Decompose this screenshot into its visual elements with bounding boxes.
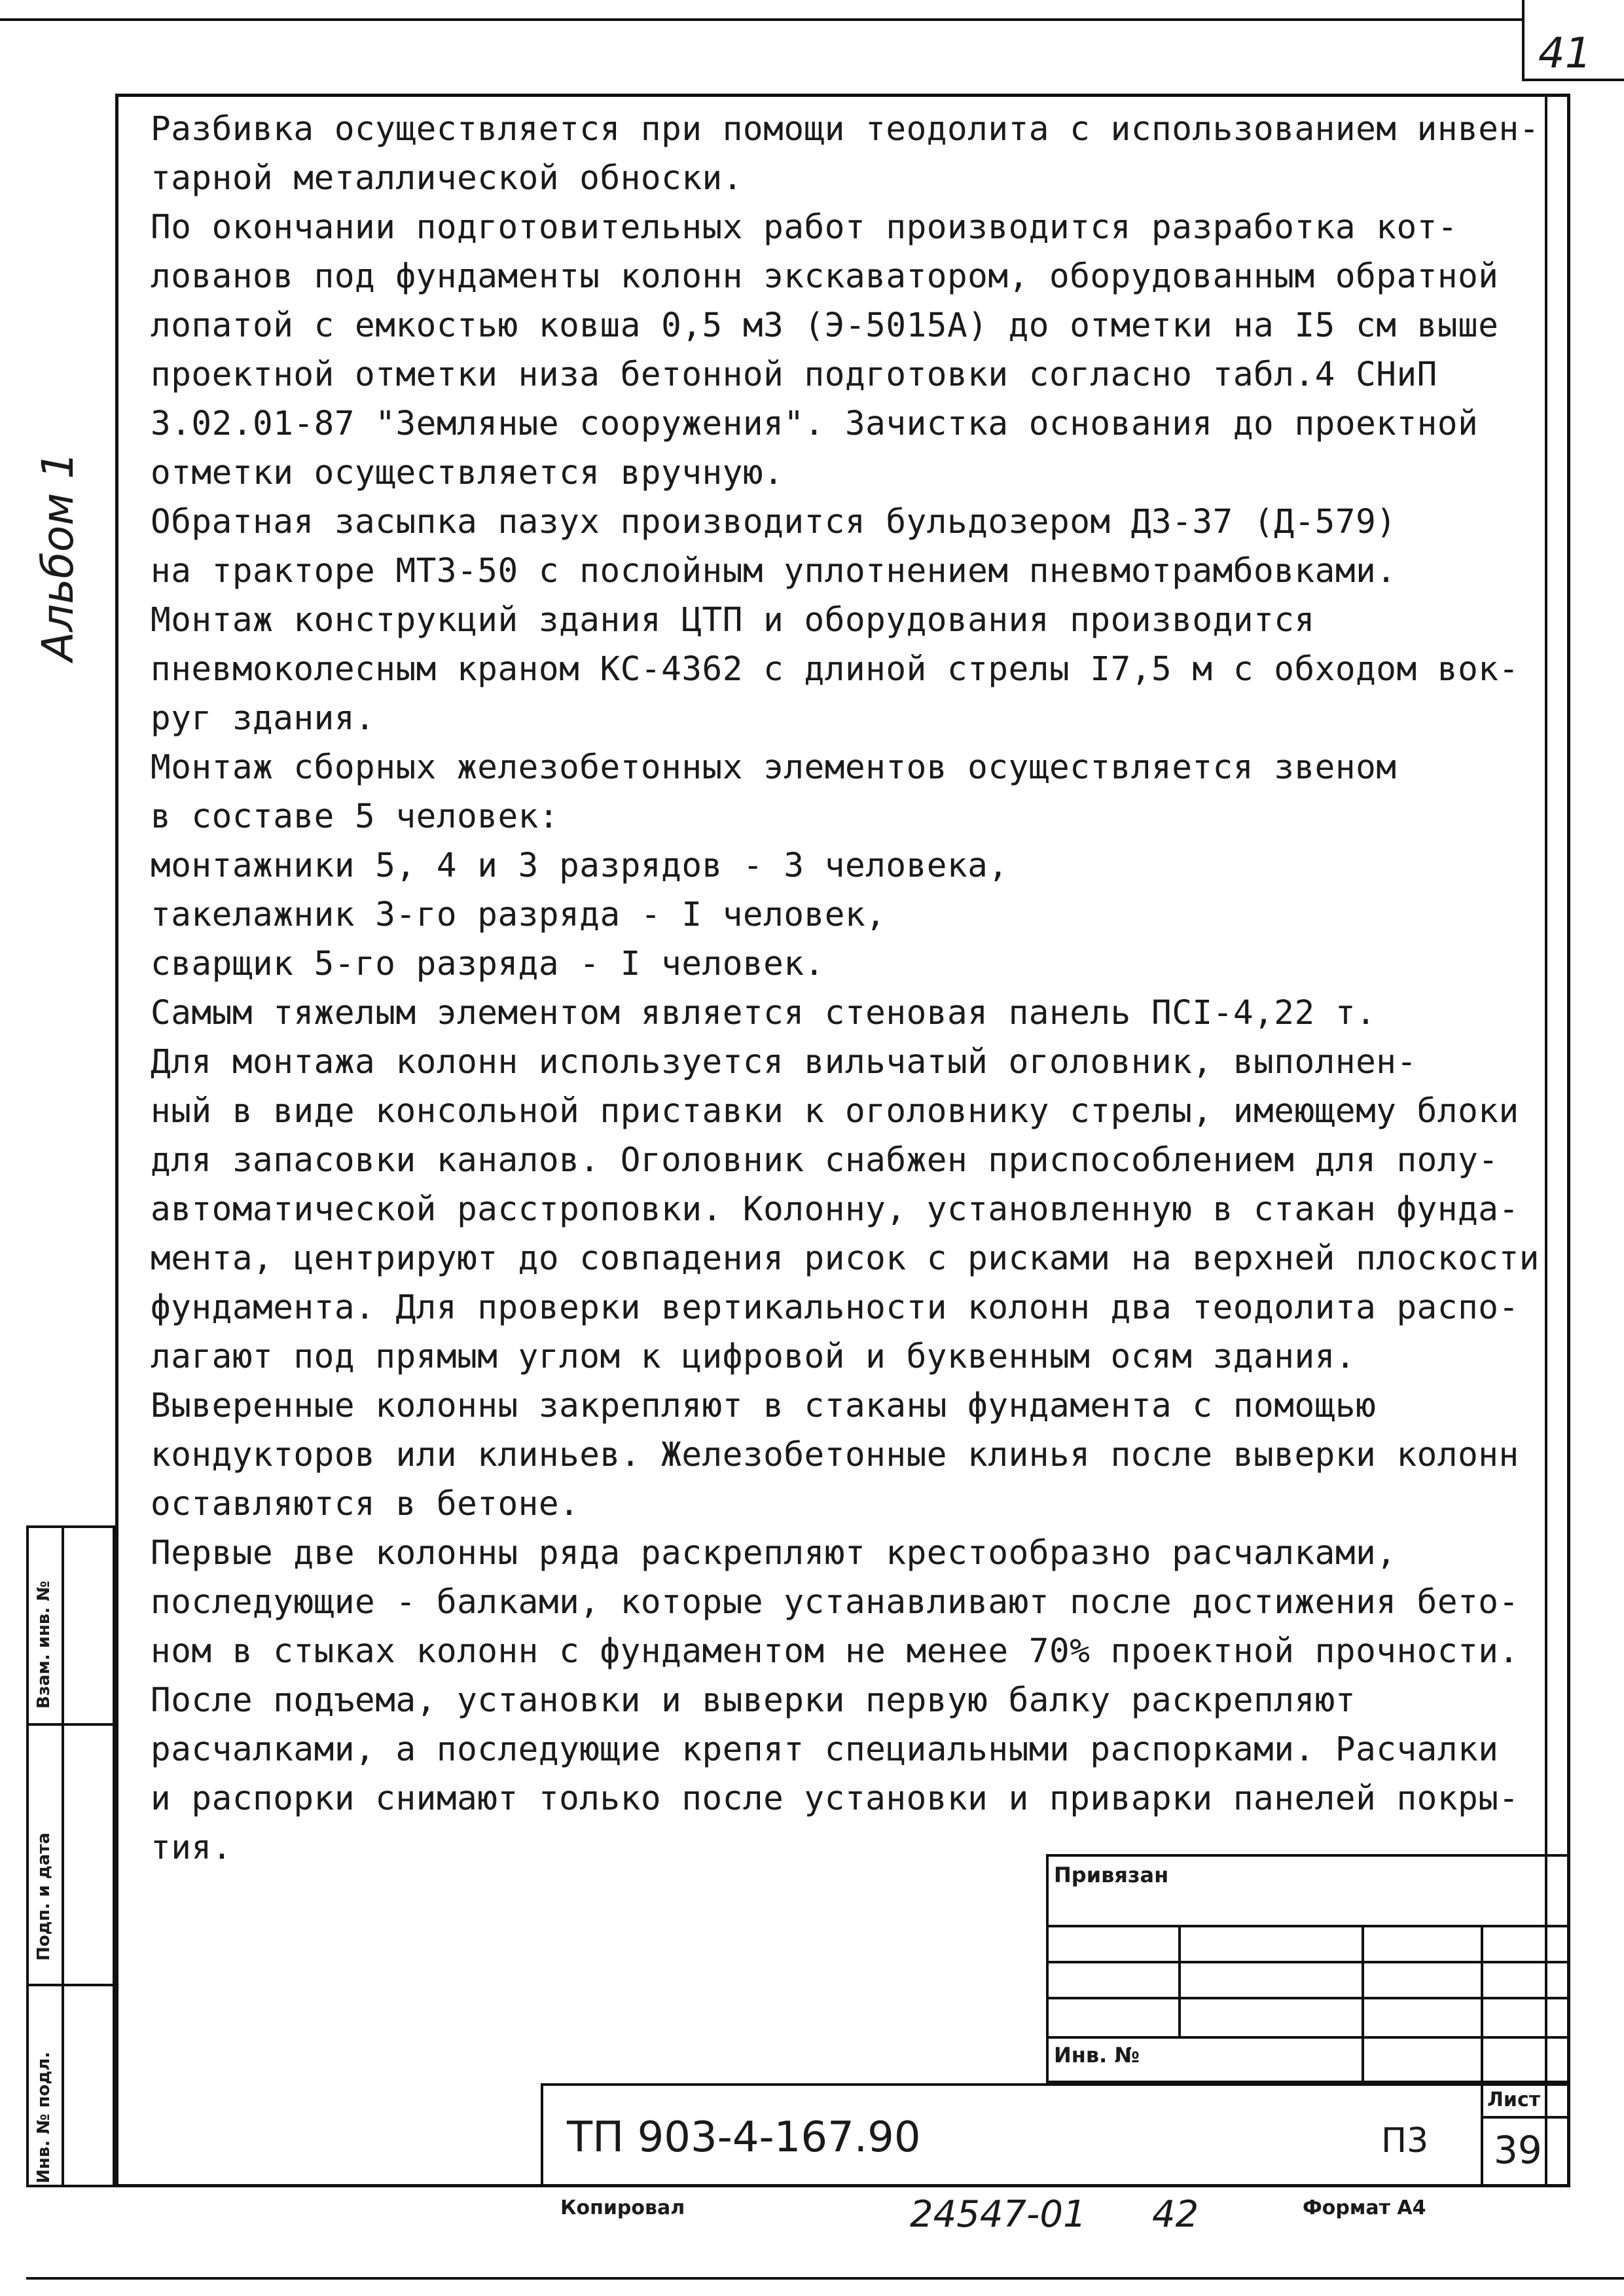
sidebar-inv-podl: Инв. № подл.: [34, 2051, 54, 2183]
text-line: кондукторов или клиньев. Железобетонные клинья после выверки колонн: [151, 1436, 1519, 1474]
sidebar-row-2: [26, 1984, 115, 1986]
copy-number: 42: [1152, 2193, 1199, 2236]
privyazan-row-3: [1046, 1997, 1570, 1999]
text-line: Самым тяжелым элементом является стеновая панель ПСI-4,22 т.: [151, 994, 1377, 1032]
privyazan-col-1: [1178, 1925, 1181, 2037]
title-block-divider: [1481, 2083, 1483, 2187]
text-line: мента, центрируют до совпадения рисок с рисками на верхней плоскости: [151, 1239, 1540, 1278]
document-code: ТП 903-4-167.90: [567, 2113, 921, 2162]
page-number: 41: [1538, 29, 1592, 78]
text-line: ном в стыках колонн с фундаментом не менее 70% проектной прочности.: [151, 1632, 1519, 1671]
sheet-number: 39: [1494, 2128, 1542, 2172]
sidebar-divider: [62, 1525, 64, 2187]
sidebar-row-1: [26, 1723, 115, 1726]
text-line: ный в виде консольной приставки к оголовнику стрелы, имеющему блоки: [151, 1092, 1519, 1131]
text-line: Первые две колонны ряда раскрепляют крестообразно расчалками,: [151, 1534, 1397, 1573]
text-line: проектной отметки низа бетонной подготовки согласно табл.4 СНиП: [151, 355, 1437, 394]
text-line: пневмоколесным краном КС-4362 с длиной стрелы I7,5 м с обходом вок-: [151, 650, 1519, 689]
album-label: Альбом 1: [33, 451, 83, 661]
text-line: и распорки снимают только после установки и приварки панелей покры-: [151, 1779, 1519, 1818]
text-line: для запасовки каналов. Оголовник снабжен приспособлением для полу-: [151, 1141, 1499, 1180]
privyazan-label: Привязан: [1054, 1863, 1169, 1887]
privyazan-col-2: [1362, 1925, 1364, 2083]
text-line: лованов под фундаменты колонн экскаватором, оборудованным обратной: [151, 257, 1499, 296]
text-line: последующие - балками, которые устанавливают после достижения бето-: [151, 1583, 1519, 1622]
order-number: 24547-01: [910, 2193, 1087, 2236]
text-line: отметки осуществляется вручную.: [151, 454, 784, 492]
text-line: 3.02.01-87 "Земляные сооружения". Зачистка основания до проектной: [151, 405, 1479, 443]
list-cell-divider: [1481, 2116, 1570, 2119]
text-line: Разбивка осуществляется при помощи теодолита с использованием инвен-: [151, 110, 1540, 149]
text-line: Обратная засыпка пазух производится бульдозером ДЗ-37 (Д-579): [151, 503, 1397, 541]
privyazan-row-1: [1046, 1925, 1570, 1927]
text-line: Монтаж сборных железобетонных элементов осуществляется звеном: [151, 748, 1397, 787]
text-line: расчалками, а последующие крепят специальными распорками. Расчалки: [151, 1730, 1499, 1769]
text-line: автоматической расстроповки. Колонну, установленную в стакан фунда-: [151, 1190, 1519, 1229]
text-line: монтажники 5, 4 и 3 разрядов - 3 человека,: [151, 847, 1009, 885]
sidebar-vzam-inv: Взам. инв. №: [34, 1580, 54, 1709]
kopiroval-label: Копировал: [560, 2196, 685, 2219]
page-number-box-bottom: [1522, 79, 1624, 81]
text-line: По окончании подготовительных работ производится разработка кот-: [151, 208, 1458, 247]
text-line: в составе 5 человек:: [151, 797, 560, 836]
text-line: фундамента. Для проверки вертикальности колонн два теодолита распо-: [151, 1288, 1519, 1327]
text-line: лопатой с емкостью ковша 0,5 м3 (Э-5015А) до отметки на I5 см выше: [151, 306, 1499, 345]
text-line: Для монтажа колонн используется вильчатый оголовник, выполнен-: [151, 1043, 1417, 1082]
text-line: руг здания.: [151, 699, 376, 738]
format-label: Формат А4: [1303, 2196, 1426, 2219]
text-line: После подъема, установки и выверки первую балку раскрепляют: [151, 1681, 1356, 1720]
privyazan-row-2: [1046, 1961, 1570, 1963]
text-line: Монтаж конструкций здания ЦТП и оборудования производится: [151, 601, 1315, 640]
privyazan-row-4: [1046, 2036, 1570, 2039]
privyazan-col-3: [1481, 1925, 1483, 2083]
text-line: сварщик 5-го разряда - I человек.: [151, 945, 825, 983]
text-line: Выверенные колонны закрепляют в стаканы фундамента с помощью: [151, 1387, 1377, 1425]
text-line: лагают под прямым углом к цифровой и буквенным осям здания.: [151, 1338, 1356, 1376]
inv-no-label: Инв. №: [1054, 2043, 1140, 2068]
sidebar-podp-data: Подп. и дата: [34, 1832, 54, 1961]
text-line: тарной металлической обноски.: [151, 159, 743, 198]
text-line: такелажник 3-го разряда - I человек,: [151, 896, 886, 934]
section-code: П3: [1381, 2121, 1429, 2160]
list-label: Лист: [1487, 2088, 1541, 2111]
text-line: тия.: [151, 1829, 232, 1867]
page-number-box-left: [1522, 0, 1525, 79]
top-edge-line: [0, 18, 1522, 21]
bottom-edge-line: [26, 2277, 1624, 2280]
text-line: оставляются в бетоне.: [151, 1485, 580, 1523]
text-line: на тракторе МТЗ-50 с послойным уплотнением пневмотрамбовками.: [151, 552, 1397, 591]
